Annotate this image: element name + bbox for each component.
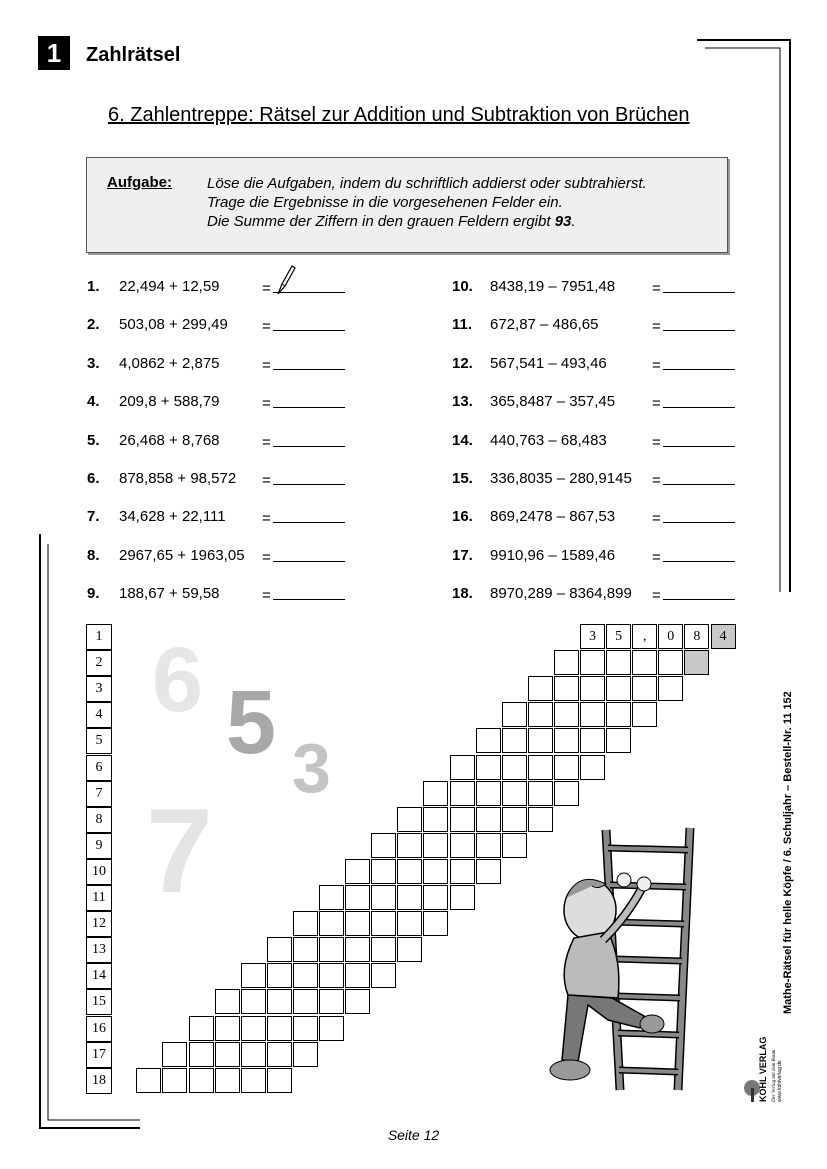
exercise-number: 16. [452, 508, 473, 526]
answer-cell[interactable] [658, 650, 683, 675]
answer-cell[interactable] [319, 1016, 344, 1041]
example-cell: 0 [658, 624, 683, 649]
svg-text:Der Verlag mit dem Baum: Der Verlag mit dem Baum [772, 1049, 777, 1102]
example-cell: 3 [580, 624, 605, 649]
answer-cell[interactable] [528, 676, 553, 701]
answer-cell[interactable] [371, 833, 396, 858]
answer-cell[interactable] [267, 937, 292, 962]
answer-cell[interactable] [502, 702, 527, 727]
decor-digit: 6 [152, 629, 204, 731]
answer-cell[interactable] [189, 1068, 214, 1093]
answer-cell[interactable] [371, 963, 396, 988]
row-number: 9 [86, 833, 112, 859]
row-number: 12 [86, 911, 112, 937]
row-number: 4 [86, 702, 112, 728]
answer-cell[interactable] [423, 807, 448, 832]
exercise-expression: 869,2478 – 867,53 [490, 508, 616, 526]
exercise-number: 8. [87, 546, 100, 564]
exercise-expression: 878,858 + 98,572 [119, 470, 237, 487]
pencil-icon [274, 264, 296, 298]
task-text: Löse die Aufgaben, indem du schriftlich addierst oder subtrahierst. Trage die Ergebnisse in die vorgesehenen Felder ein. Die Summe der Ziffern in den grauen Feldern ergibt 93. [207, 175, 647, 230]
answer-cell[interactable] [476, 728, 501, 753]
exercise-expression: 9910,96 – 1589,46 [490, 546, 616, 564]
answer-cell[interactable] [606, 676, 631, 701]
answer-cell[interactable] [476, 781, 501, 806]
exercise-expression: 365,8487 – 357,45 [490, 393, 616, 411]
exercise-expression: 503,08 + 299,49 [119, 316, 228, 334]
answer-cell[interactable] [371, 911, 396, 936]
exercise-number: 11. [452, 316, 473, 334]
answer-cell[interactable] [450, 859, 475, 884]
exercise-number: 1. [87, 278, 100, 295]
exercise-number: 5. [87, 431, 100, 449]
decor-digit: 5 [226, 673, 277, 773]
exercise-number: 12. [452, 354, 473, 372]
exercise-expression: 672,87 – 486,65 [490, 316, 599, 334]
row-number: 18 [86, 1068, 112, 1094]
row-number: 1 [86, 624, 112, 650]
answer-cell[interactable] [450, 885, 475, 910]
answer-cell[interactable] [580, 676, 605, 701]
answer-cell[interactable] [345, 885, 370, 910]
exercise-number: 14. [452, 431, 473, 449]
exercise-expression: 4,0862 + 2,875 [119, 354, 220, 372]
answer-cell[interactable] [189, 1042, 214, 1067]
answer-cell[interactable] [397, 937, 422, 962]
answer-cell[interactable] [319, 885, 344, 910]
answer-cell[interactable] [502, 833, 527, 858]
exercise-number: 9. [87, 585, 100, 603]
answer-cell[interactable] [267, 963, 292, 988]
exercise-expression: 26,468 + 8,768 [119, 431, 220, 449]
row-number: 11 [86, 885, 112, 911]
answer-cell[interactable] [476, 807, 501, 832]
answer-cell[interactable] [450, 807, 475, 832]
answer-cell[interactable] [554, 676, 579, 701]
answer-line[interactable]: = [652, 432, 735, 451]
answer-cell[interactable] [241, 1042, 266, 1067]
answer-cell[interactable] [423, 911, 448, 936]
row-number: 13 [86, 937, 112, 963]
row-number: 17 [86, 1042, 112, 1068]
answer-cell[interactable] [345, 963, 370, 988]
page-number: Seite 12 [387, 1127, 440, 1143]
row-number: 3 [86, 676, 112, 702]
answer-cell[interactable] [476, 833, 501, 858]
answer-cell[interactable] [502, 755, 527, 780]
answer-cell[interactable] [554, 755, 579, 780]
answer-cell[interactable] [554, 702, 579, 727]
answer-cell[interactable] [606, 702, 631, 727]
answer-cell[interactable] [319, 937, 344, 962]
exercise-expression: 8970,289 – 8364,899 [490, 585, 632, 603]
answer-cell[interactable] [528, 755, 553, 780]
answer-cell[interactable] [241, 1068, 266, 1093]
answer-line[interactable]: = [262, 278, 345, 297]
exercise-expression: 34,628 + 22,111 [119, 508, 226, 526]
answer-cell[interactable] [658, 676, 683, 701]
answer-cell[interactable] [554, 650, 579, 675]
row-number: 16 [86, 1016, 112, 1042]
answer-cell[interactable] [293, 963, 318, 988]
answer-cell[interactable] [632, 676, 657, 701]
answer-cell[interactable] [345, 937, 370, 962]
answer-cell[interactable] [371, 885, 396, 910]
answer-cell[interactable] [580, 755, 605, 780]
example-cell: 8 [684, 624, 709, 649]
answer-cell[interactable] [606, 650, 631, 675]
exercise-expression: 22,494 + 12,59 [119, 278, 220, 295]
boy-on-ladder-illustration [548, 820, 708, 1100]
task-label: Aufgabe: [107, 174, 172, 191]
answer-cell[interactable] [293, 989, 318, 1014]
answer-cell[interactable] [319, 963, 344, 988]
answer-cell[interactable] [267, 1068, 292, 1093]
answer-cell[interactable] [319, 989, 344, 1014]
answer-cell[interactable] [632, 702, 657, 727]
side-caption: Mathe-Rätsel für helle Köpfe / 6. Schuljahr – Bestell-Nr. 11 152 [782, 691, 794, 1014]
exercise-expression: 567,541 – 493,46 [490, 354, 607, 372]
answer-line[interactable]: = [652, 393, 735, 412]
exercise-number: 2. [87, 316, 100, 334]
answer-cell[interactable] [450, 781, 475, 806]
target-sum: 93 [554, 213, 572, 230]
svg-text:KOHL VERLAG: KOHL VERLAG [758, 1036, 768, 1102]
answer-cell[interactable] [528, 781, 553, 806]
answer-cell[interactable] [215, 989, 240, 1014]
answer-cell[interactable] [293, 1016, 318, 1041]
answer-cell[interactable] [319, 911, 344, 936]
answer-cell[interactable] [502, 807, 527, 832]
answer-cell[interactable] [580, 650, 605, 675]
exercise-expression: 336,8035 – 280,9145 [490, 470, 632, 487]
exercise-number: 4. [87, 393, 100, 411]
answer-cell[interactable] [397, 859, 422, 884]
example-cell: , [632, 624, 657, 649]
answer-line[interactable]: = [262, 432, 345, 451]
row-number: 6 [86, 755, 112, 781]
chapter-number: 1 [38, 36, 70, 70]
row-number: 10 [86, 859, 112, 885]
answer-cell[interactable] [136, 1068, 161, 1093]
example-cell: 4 [711, 624, 736, 649]
answer-cell[interactable] [397, 807, 422, 832]
answer-line[interactable]: = [262, 547, 345, 566]
answer-line[interactable]: = [652, 547, 735, 566]
answer-line[interactable]: = [652, 585, 735, 604]
answer-cell[interactable] [476, 755, 501, 780]
answer-cell[interactable] [423, 859, 448, 884]
answer-cell[interactable] [450, 755, 475, 780]
answer-cell[interactable] [397, 911, 422, 936]
answer-cell[interactable] [345, 911, 370, 936]
exercise-number: 6. [87, 470, 100, 487]
answer-line[interactable]: = [652, 316, 735, 335]
answer-cell[interactable] [423, 885, 448, 910]
answer-line[interactable]: = [262, 355, 345, 374]
answer-cell[interactable] [241, 963, 266, 988]
exercise-number: 3. [87, 354, 100, 372]
row-number: 15 [86, 989, 112, 1015]
answer-cell[interactable] [241, 1016, 266, 1041]
answer-cell[interactable] [580, 702, 605, 727]
answer-line[interactable]: = [262, 508, 345, 527]
answer-line[interactable]: = [262, 470, 345, 489]
answer-cell[interactable] [476, 859, 501, 884]
answer-line[interactable]: = [652, 508, 735, 527]
answer-cell[interactable] [554, 728, 579, 753]
answer-cell[interactable] [684, 650, 709, 675]
exercise-number: 7. [87, 508, 100, 526]
exercise-number: 17. [452, 546, 473, 564]
answer-cell[interactable] [293, 911, 318, 936]
example-cell: 5 [606, 624, 631, 649]
answer-cell[interactable] [215, 1042, 240, 1067]
answer-cell[interactable] [345, 989, 370, 1014]
answer-cell[interactable] [423, 781, 448, 806]
exercise-expression: 440,763 – 68,483 [490, 431, 607, 449]
exercise-expression: 188,67 + 59,58 [119, 585, 220, 603]
answer-line[interactable]: = [262, 585, 345, 604]
answer-line[interactable]: = [652, 355, 735, 374]
row-number: 14 [86, 963, 112, 989]
answer-cell[interactable] [397, 885, 422, 910]
row-number: 7 [86, 781, 112, 807]
answer-cell[interactable] [267, 989, 292, 1014]
task-box [86, 157, 728, 253]
answer-cell[interactable] [528, 702, 553, 727]
answer-cell[interactable] [554, 781, 579, 806]
chapter-title: Zahlrätsel [86, 44, 181, 66]
exercise-number: 15. [452, 470, 473, 487]
answer-cell[interactable] [580, 728, 605, 753]
decor-digit: 3 [292, 729, 331, 807]
answer-cell[interactable] [267, 1016, 292, 1041]
svg-text:www.kohlverlag.de: www.kohlverlag.de [777, 1060, 783, 1102]
answer-cell[interactable] [345, 859, 370, 884]
answer-line[interactable]: = [262, 393, 345, 412]
publisher-logo [742, 1032, 782, 1104]
answer-cell[interactable] [502, 728, 527, 753]
answer-cell[interactable] [450, 833, 475, 858]
answer-cell[interactable] [397, 833, 422, 858]
exercise-expression: 2967,65 + 1963,05 [119, 546, 245, 564]
answer-cell[interactable] [162, 1042, 187, 1067]
answer-cell[interactable] [423, 833, 448, 858]
answer-line[interactable]: = [652, 278, 735, 297]
answer-cell[interactable] [241, 989, 266, 1014]
answer-cell[interactable] [215, 1016, 240, 1041]
answer-cell[interactable] [215, 1068, 240, 1093]
answer-cell[interactable] [189, 1016, 214, 1041]
answer-cell[interactable] [606, 728, 631, 753]
answer-cell[interactable] [293, 937, 318, 962]
answer-cell[interactable] [502, 781, 527, 806]
answer-cell[interactable] [267, 1042, 292, 1067]
row-number: 2 [86, 650, 112, 676]
answer-cell[interactable] [632, 650, 657, 675]
row-number: 5 [86, 728, 112, 754]
answer-line[interactable]: = [262, 316, 345, 335]
exercise-number: 18. [452, 585, 473, 603]
answer-cell[interactable] [371, 937, 396, 962]
exercise-number: 13. [452, 393, 473, 411]
answer-cell[interactable] [293, 1042, 318, 1067]
exercise-expression: 209,8 + 588,79 [119, 393, 220, 411]
answer-cell[interactable] [162, 1068, 187, 1093]
exercise-expression: 8438,19 – 7951,48 [490, 278, 616, 295]
answer-line[interactable]: = [652, 470, 735, 489]
answer-cell[interactable] [371, 859, 396, 884]
exercise-number: 10. [452, 278, 473, 295]
row-number: 8 [86, 807, 112, 833]
answer-cell[interactable] [528, 728, 553, 753]
decor-digit: 7 [146, 784, 213, 918]
page-title: 6. Zahlentreppe: Rätsel zur Addition und Subtraktion von Brüchen [108, 104, 690, 126]
